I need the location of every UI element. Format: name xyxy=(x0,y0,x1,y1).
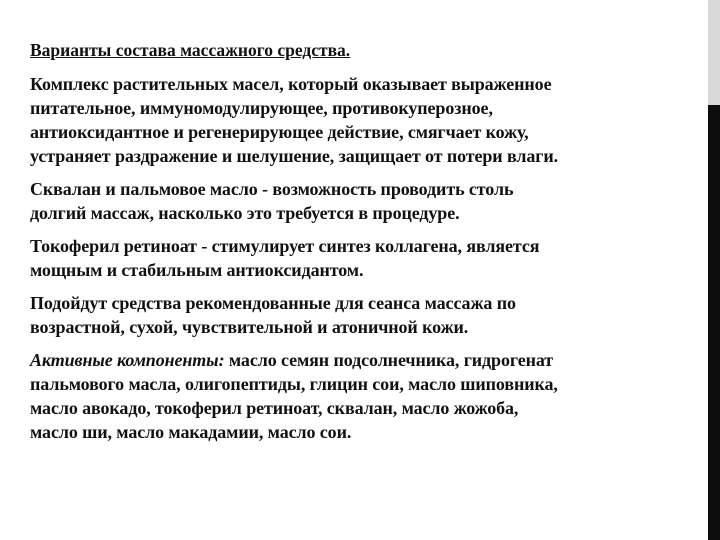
text-line: Токоферил ретиноат - стимулирует синтез коллагена, является xyxy=(30,236,540,256)
slide-heading: Варианты состава массажного средства. xyxy=(30,40,351,60)
text-line: возрастной, сухой, чувствительной и атоничной кожи. xyxy=(30,317,469,337)
paragraph-recommended xyxy=(30,291,690,339)
paragraph-squalane xyxy=(30,177,690,225)
active-components-text: масло семян подсолнечника, гидрогенат xyxy=(224,350,554,370)
right-edge-light-bar xyxy=(708,0,720,105)
right-edge-dark-bar xyxy=(708,105,720,540)
paragraph-active-components xyxy=(30,348,690,444)
text-line: Комплекс растительных масел, который оказывает выраженное xyxy=(30,74,552,94)
text-line: масло авокадо, токоферил ретиноат, сквалан, масло жожоба, xyxy=(30,398,519,418)
text-line xyxy=(30,348,690,372)
slide-content xyxy=(30,38,690,453)
active-components-label: Активные компоненты: xyxy=(30,350,225,370)
paragraph-oil-complex xyxy=(30,72,690,168)
text-line: масло ши, масло макадамии, масло сои. xyxy=(30,422,352,442)
paragraph-tocopheryl xyxy=(30,234,690,282)
text-line: долгий массаж, насколько это требуется в процедуре. xyxy=(30,203,460,223)
text-line: питательное, иммуномодулирующее, противокуперозное, xyxy=(30,98,493,118)
text-line: Подойдут средства рекомендованные для сеанса массажа по xyxy=(30,293,516,313)
text-line: мощным и стабильным антиоксидантом. xyxy=(30,260,364,280)
text-line: Сквалан и пальмовое масло - возможность проводить столь xyxy=(30,179,514,199)
text-line: пальмового масла, олигопептиды, глицин сои, масло шиповника, xyxy=(30,374,558,394)
text-line: антиоксидантное и регенерирующее действие, смягчает кожу, xyxy=(30,122,529,142)
text-line: устраняет раздражение и шелушение, защищает от потери влаги. xyxy=(30,146,558,166)
